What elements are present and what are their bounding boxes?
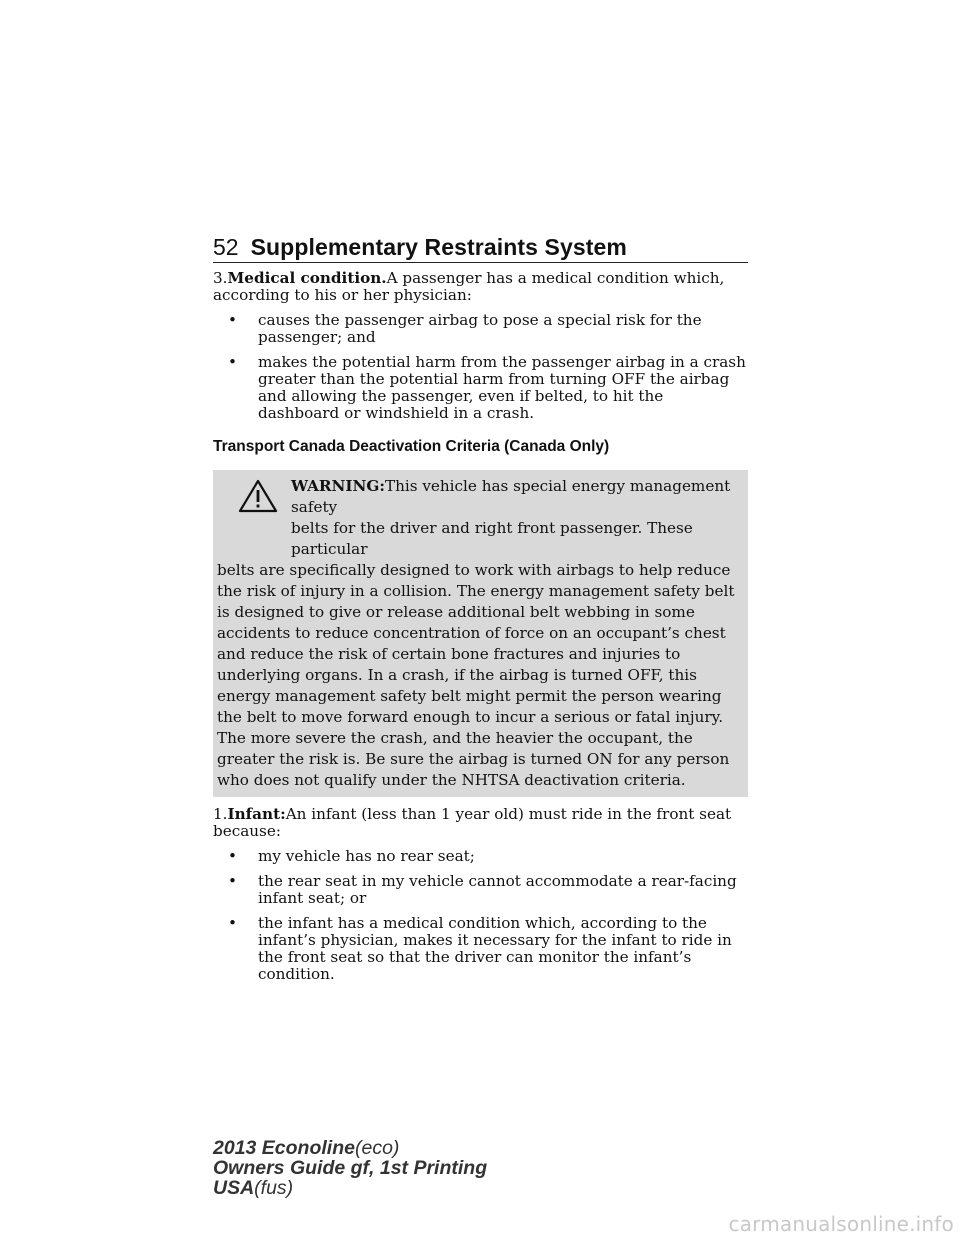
bullet-icon: • [228,914,237,932]
bullet-icon: • [228,353,237,371]
item-1-number: 1. [213,805,228,823]
footer-line-3 [213,1178,487,1198]
item-1-title: Infant: [227,805,286,823]
footer-market-code: (fus) [254,1177,294,1199]
item-3-number: 3. [213,269,228,287]
item-1-text: An infant (less than 1 year old) must ride in the front seat because: [213,805,732,840]
section-title: Supplementary Restraints System [250,234,627,260]
item-3-text: A passenger has a medical condition which, according to his or her physician: [213,269,725,304]
item-3-paragraph [213,270,748,304]
warning-line-1: This vehicle has special energy management safety [291,477,731,516]
list-item-text: makes the potential harm from the passenger airbag in a crash greater than the potential harm from turning OFF the airbag and allowing the passenger, even if belted, to hit the dashboard or windshield in a crash. [258,353,746,422]
warning-line-2: belts for the driver and right front passenger. These particular [291,519,693,558]
bullet-icon: • [228,872,237,890]
page-number: 52 [213,234,239,260]
footer-line-2: Owners Guide gf, 1st Printing [213,1157,488,1179]
watermark: carmanualsonline.info [728,1212,954,1236]
page-footer [213,1138,487,1198]
warning-text: belts are specifically designed to work with airbags to help reduce the risk of injury in a collision. The energy management safety belt is designed to give or release additional belt webbing in some accidents to reduce concentration of force on an occupant’s chest and reduce the risk of certain bone fractures and injuries to underlying organs. In a crash, if the airbag is turned OFF, this energy management safety belt might permit the person wearing the belt to move forward enough to incur a serious or fatal injury. The more severe the crash, and the heavier the occupant, the greater the risk is. Be sure the airbag is turned ON for any person who does not qualify under the NHTSA deactivation criteria. [217,561,735,789]
warning-label: WARNING: [291,477,385,495]
list-item [213,312,748,346]
list-item-text: causes the passenger airbag to pose a special risk for the passenger; and [258,311,702,346]
footer-line-1 [213,1138,487,1158]
list-item-text: the infant has a medical condition which, according to the infant’s physician, makes it necessary for the infant to ride in the front seat so that the driver can monitor the infant’s condition. [258,914,732,983]
section-subheading: Transport Canada Deactivation Criteria (Canada Only) [213,438,610,455]
item-1-paragraph [213,806,748,840]
list-item-text: the rear seat in my vehicle cannot accommodate a rear-facing infant seat; or [258,872,737,907]
footer-market: USA [213,1177,255,1199]
footer-model-code: (eco) [354,1137,400,1159]
bullet-icon: • [228,847,237,865]
list-item [213,354,748,422]
list-item [213,873,748,907]
page-header [213,228,748,263]
page-body [213,270,748,991]
list-item-text: my vehicle has no rear seat; [258,847,475,865]
warning-triangle-icon [238,479,278,513]
footer-model: 2013 Econoline [213,1137,355,1159]
list-item [213,848,748,865]
bullet-icon: • [228,311,237,329]
warning-box [213,470,748,797]
list-item [213,915,748,983]
item-3-title: Medical condition. [227,269,387,287]
